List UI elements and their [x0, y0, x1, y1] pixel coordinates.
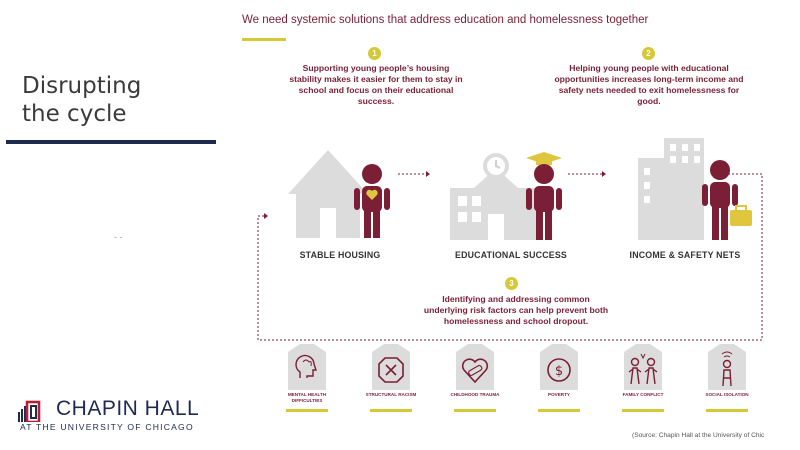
- stage-label-educational-success: EDUCATIONAL SUCCESS: [455, 250, 567, 260]
- stage-label-stable-housing: STABLE HOUSING: [299, 250, 381, 260]
- stop-sign-icon: [370, 342, 412, 392]
- title-underline: [6, 140, 216, 144]
- risk-factor-family-conflict: [622, 342, 664, 415]
- chapin-hall-logo-icon: [18, 400, 52, 422]
- risk-factor-underline: [538, 409, 580, 412]
- risk-factor-label: POVERTY: [548, 392, 570, 397]
- callout-3-text: Identifying and addressing common underlying risk factors can help prevent both homelessness and school dropout.: [423, 294, 609, 326]
- logo-subtitle: AT THE UNIVERSITY OF CHICAGO: [20, 422, 194, 432]
- risk-factor-underline: [286, 409, 328, 412]
- risk-factor-label: FAMILY CONFLICT: [622, 392, 664, 397]
- callout-2-number: 2: [642, 47, 655, 60]
- arguing-people-icon: [622, 342, 664, 392]
- risk-factor-label: MENTAL HEALTH DIFFICULTIES: [287, 392, 327, 403]
- income-safety-nets-icon: [634, 134, 754, 242]
- educational-success-icon: [448, 150, 568, 242]
- lone-person-icon: [706, 342, 748, 392]
- risk-factor-label: SOCIAL ISOLATION: [705, 392, 749, 397]
- stable-housing-icon: [282, 142, 394, 242]
- bandaged-heart-icon: [454, 342, 496, 392]
- risk-factor-childhood-trauma: [450, 342, 500, 415]
- stage-label-income-safety-nets: INCOME & SAFETY NETS: [629, 250, 741, 260]
- callout-1-text: Supporting young people’s housing stability makes it easier for them to stay in school and focus on their educational success.: [289, 63, 463, 106]
- risk-factor-underline: [370, 409, 412, 412]
- slide-title-line-2: the cycle: [22, 101, 127, 127]
- callout-1-number: 1: [368, 47, 381, 60]
- risk-factor-label: STRUCTURAL RACISM: [365, 392, 417, 397]
- risk-factor-mental-health: [286, 342, 328, 415]
- risk-factor-underline: [454, 409, 496, 412]
- slide-title: [22, 72, 222, 128]
- infographic: [230, 0, 800, 450]
- callout-3-number: 3: [505, 277, 518, 290]
- source-note: (Source: Chapin Hall at the University of Chic: [632, 432, 765, 439]
- callout-2-text: Helping young people with educational opportunities increases long-term income and safety nets needed to exit homelessness for good.: [554, 63, 744, 106]
- dollar-coin-icon: [538, 342, 580, 392]
- risk-factor-underline: [706, 409, 748, 412]
- brain-head-icon: [286, 342, 328, 392]
- infographic-header: We need systemic solutions that address education and homelessness together: [242, 14, 649, 26]
- risk-factor-underline: [622, 409, 664, 412]
- slide-title-line-1: Disrupting: [22, 73, 142, 99]
- svg-text:$: $: [554, 364, 564, 379]
- risk-factor-social-isolation: [706, 342, 748, 415]
- risk-factor-structural-racism: [365, 342, 417, 415]
- stray-mark: - -: [114, 232, 123, 242]
- title-panel: [0, 0, 230, 450]
- logo-name: CHAPIN HALL: [56, 397, 200, 420]
- risk-factor-poverty: [538, 342, 580, 415]
- risk-factor-label: CHILDHOOD TRAUMA: [450, 392, 500, 397]
- chapin-hall-logo: [18, 397, 218, 437]
